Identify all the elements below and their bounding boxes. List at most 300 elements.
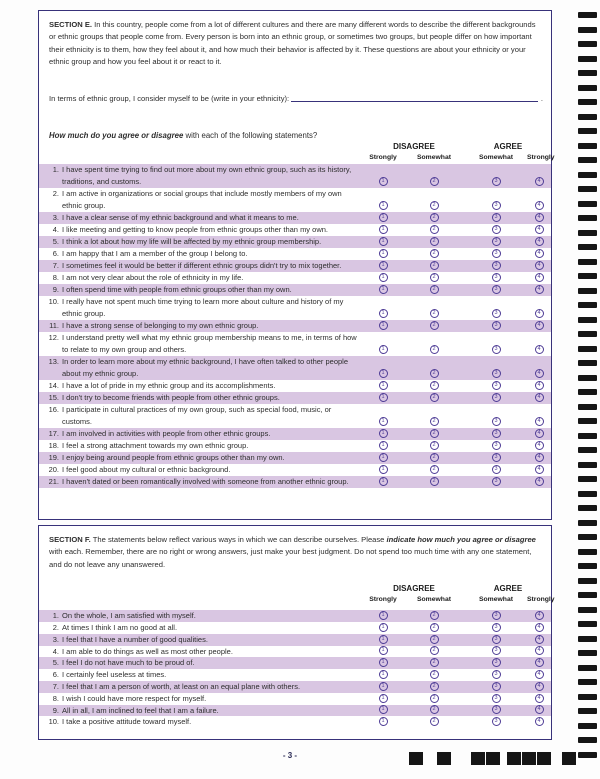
response-option-3[interactable]: 3 — [492, 453, 501, 462]
response-option-3[interactable]: 3 — [492, 261, 501, 270]
response-option-4[interactable]: 4 — [535, 381, 544, 390]
option-cell-3 — [465, 392, 527, 404]
response-option-3[interactable]: 3 — [492, 623, 501, 632]
item-text: At times I think I am no good at all. — [62, 623, 178, 633]
survey-item-row — [39, 622, 551, 634]
response-option-3[interactable]: 3 — [492, 393, 501, 402]
response-option-4[interactable]: 4 — [535, 309, 544, 318]
response-option-2[interactable]: 2 — [430, 417, 439, 426]
response-option-4[interactable]: 4 — [535, 177, 544, 186]
option-cell-1 — [363, 380, 403, 392]
response-option-1[interactable]: 1 — [379, 441, 388, 450]
response-option-1[interactable]: 1 — [379, 369, 388, 378]
response-option-3[interactable]: 3 — [492, 477, 501, 486]
option-cell-3 — [465, 380, 527, 392]
response-option-4[interactable]: 4 — [535, 611, 544, 620]
timing-mark — [578, 172, 597, 178]
section-e-items — [39, 164, 551, 488]
response-option-3[interactable]: 3 — [492, 658, 501, 667]
response-option-4[interactable]: 4 — [535, 321, 544, 330]
response-option-3[interactable]: 3 — [492, 273, 501, 282]
item-statement — [39, 296, 363, 320]
response-option-4[interactable]: 4 — [535, 658, 544, 667]
response-option-2[interactable]: 2 — [430, 381, 439, 390]
timing-mark — [578, 360, 597, 366]
response-option-3[interactable]: 3 — [492, 611, 501, 620]
item-text: I understand pretty well what my ethnic group membership means to me, in terms of how to relate to my own group and others. — [62, 332, 357, 354]
response-option-4[interactable]: 4 — [535, 453, 544, 462]
response-option-4[interactable]: 4 — [535, 213, 544, 222]
option-cell-3 — [465, 610, 527, 622]
response-option-2[interactable]: 2 — [430, 682, 439, 691]
survey-item-row — [39, 452, 551, 464]
response-option-4[interactable]: 4 — [535, 249, 544, 258]
item-statement — [39, 476, 363, 488]
survey-item-row — [39, 428, 551, 440]
response-option-2[interactable]: 2 — [430, 611, 439, 620]
item-text: I take a positive attitude toward myself. — [62, 717, 192, 727]
option-cell-3 — [465, 646, 527, 658]
response-option-1[interactable]: 1 — [379, 273, 388, 282]
option-cell-1 — [363, 392, 403, 404]
item-number: 3. — [52, 212, 59, 222]
option-cell-4 — [527, 452, 551, 464]
item-statement — [39, 657, 363, 669]
timing-mark — [578, 752, 597, 758]
response-option-1[interactable]: 1 — [379, 694, 388, 703]
response-option-2[interactable]: 2 — [430, 623, 439, 632]
response-option-3[interactable]: 3 — [492, 225, 501, 234]
timing-mark — [578, 389, 597, 395]
timing-mark — [578, 302, 597, 308]
option-cell-2 — [403, 212, 465, 224]
timing-mark — [578, 230, 597, 236]
option-cell-2 — [403, 646, 465, 658]
response-option-2[interactable]: 2 — [430, 393, 439, 402]
item-number: 10. — [48, 717, 59, 727]
option-cell-2 — [403, 284, 465, 296]
response-option-4[interactable]: 4 — [535, 477, 544, 486]
option-cell-1 — [363, 452, 403, 464]
item-text: I participate in cultural practices of my own group, such as special food, music, or customs. — [62, 404, 332, 426]
item-number: 2. — [52, 623, 59, 633]
response-option-1[interactable]: 1 — [379, 237, 388, 246]
response-option-4[interactable]: 4 — [535, 623, 544, 632]
section-f-intro-text-2: with each. Remember, there are no right or wrong answers, just make your best judgment. Do not spend too much time with any one statement, and do not leave any unanswered. — [49, 547, 532, 569]
response-option-2[interactable]: 2 — [430, 465, 439, 474]
item-text: I certainly feel useless at times. — [62, 670, 167, 680]
ethnicity-write-in-line[interactable] — [291, 93, 538, 102]
section-f-items — [39, 610, 551, 728]
response-option-2[interactable]: 2 — [430, 321, 439, 330]
item-text: I sometimes feel it would be better if different ethnic groups didn't try to mix together. — [62, 260, 342, 270]
section-f-intro — [49, 534, 541, 571]
response-option-1[interactable]: 1 — [379, 705, 388, 714]
option-cell-3 — [465, 634, 527, 646]
item-number: 17. — [48, 428, 59, 438]
response-option-1[interactable]: 1 — [379, 345, 388, 354]
response-option-1[interactable]: 1 — [379, 646, 388, 655]
item-statement — [39, 320, 363, 332]
item-statement — [39, 248, 363, 260]
option-cell-4 — [527, 320, 551, 332]
response-option-2[interactable]: 2 — [430, 670, 439, 679]
item-text: I have a strong sense of belonging to my own ethnic group. — [62, 320, 259, 330]
response-option-4[interactable]: 4 — [535, 717, 544, 726]
option-cell-3 — [465, 236, 527, 248]
response-option-2[interactable]: 2 — [430, 453, 439, 462]
option-cell-1 — [363, 224, 403, 236]
survey-item-row — [39, 320, 551, 332]
option-cell-1 — [363, 212, 403, 224]
item-number: 7. — [52, 260, 59, 270]
response-option-4[interactable]: 4 — [535, 682, 544, 691]
response-option-4[interactable]: 4 — [535, 201, 544, 210]
item-statement — [39, 622, 363, 634]
option-cell-1 — [363, 188, 403, 212]
survey-item-row — [39, 272, 551, 284]
survey-item-row — [39, 212, 551, 224]
response-option-4[interactable]: 4 — [535, 237, 544, 246]
item-number: 16. — [48, 404, 59, 414]
option-cell-2 — [403, 428, 465, 440]
response-option-3[interactable]: 3 — [492, 465, 501, 474]
response-option-4[interactable]: 4 — [535, 441, 544, 450]
response-option-4[interactable]: 4 — [535, 465, 544, 474]
response-option-4[interactable]: 4 — [535, 345, 544, 354]
option-cell-1 — [363, 332, 403, 356]
timing-mark — [578, 12, 597, 18]
section-e-title: SECTION E. — [49, 20, 93, 29]
timing-mark — [578, 375, 597, 381]
timing-mark — [578, 99, 597, 105]
timing-mark — [578, 288, 597, 294]
option-cell-4 — [527, 705, 551, 717]
response-option-3[interactable]: 3 — [492, 237, 501, 246]
option-cell-2 — [403, 452, 465, 464]
scale-group-header-f — [39, 584, 551, 594]
option-cell-3 — [465, 212, 527, 224]
response-option-2[interactable]: 2 — [430, 477, 439, 486]
item-number: 6. — [52, 670, 59, 680]
timing-mark — [578, 549, 597, 555]
option-cell-3 — [465, 428, 527, 440]
response-option-2[interactable]: 2 — [430, 646, 439, 655]
response-option-2[interactable]: 2 — [430, 635, 439, 644]
option-cell-4 — [527, 260, 551, 272]
response-option-2[interactable]: 2 — [430, 658, 439, 667]
response-option-3[interactable]: 3 — [492, 670, 501, 679]
response-option-2[interactable]: 2 — [430, 177, 439, 186]
option-cell-2 — [403, 657, 465, 669]
response-option-4[interactable]: 4 — [535, 705, 544, 714]
response-option-1[interactable]: 1 — [379, 249, 388, 258]
option-cell-3 — [465, 452, 527, 464]
survey-item-row — [39, 646, 551, 658]
item-statement — [39, 392, 363, 404]
response-option-4[interactable]: 4 — [535, 646, 544, 655]
item-text: I feel I do not have much to be proud of. — [62, 658, 195, 668]
item-statement — [39, 452, 363, 464]
option-cell-1 — [363, 404, 403, 428]
option-cell-4 — [527, 224, 551, 236]
item-text: I often spend time with people from ethnic groups other than my own. — [62, 284, 292, 294]
response-option-3[interactable]: 3 — [492, 345, 501, 354]
option-cell-2 — [403, 622, 465, 634]
response-option-1[interactable]: 1 — [379, 417, 388, 426]
timing-mark — [578, 418, 597, 424]
response-option-1[interactable]: 1 — [379, 309, 388, 318]
response-option-4[interactable]: 4 — [535, 670, 544, 679]
response-option-1[interactable]: 1 — [379, 635, 388, 644]
item-statement — [39, 428, 363, 440]
response-option-4[interactable]: 4 — [535, 393, 544, 402]
option-cell-4 — [527, 428, 551, 440]
timing-mark — [578, 520, 597, 526]
response-option-1[interactable]: 1 — [379, 682, 388, 691]
response-option-3[interactable]: 3 — [492, 249, 501, 258]
response-option-2[interactable]: 2 — [430, 705, 439, 714]
write-in-trailing-period: . — [540, 93, 543, 103]
option-cell-2 — [403, 164, 465, 188]
scale-column-header-e — [39, 152, 555, 163]
survey-item-row — [39, 669, 551, 681]
response-option-2[interactable]: 2 — [430, 285, 439, 294]
survey-item-row — [39, 188, 551, 212]
response-option-3[interactable]: 3 — [492, 321, 501, 330]
response-option-2[interactable]: 2 — [430, 717, 439, 726]
survey-item-row — [39, 404, 551, 428]
item-statement — [39, 356, 363, 380]
timing-mark — [578, 708, 597, 714]
response-option-4[interactable]: 4 — [535, 273, 544, 282]
timing-mark — [578, 447, 597, 453]
survey-item-row — [39, 716, 551, 728]
response-option-1[interactable]: 1 — [379, 658, 388, 667]
response-option-3[interactable]: 3 — [492, 309, 501, 318]
option-cell-2 — [403, 332, 465, 356]
response-option-4[interactable]: 4 — [535, 261, 544, 270]
option-cell-3 — [465, 669, 527, 681]
survey-item-row — [39, 476, 551, 488]
response-option-1[interactable]: 1 — [379, 177, 388, 186]
survey-item-row — [39, 164, 551, 188]
registration-mark — [562, 752, 576, 765]
response-option-2[interactable]: 2 — [430, 441, 439, 450]
response-option-3[interactable]: 3 — [492, 441, 501, 450]
survey-item-row — [39, 236, 551, 248]
item-statement — [39, 705, 363, 717]
response-option-2[interactable]: 2 — [430, 249, 439, 258]
option-cell-1 — [363, 320, 403, 332]
timing-mark — [578, 723, 597, 729]
survey-item-row — [39, 681, 551, 693]
timing-mark — [578, 85, 597, 91]
response-option-4[interactable]: 4 — [535, 369, 544, 378]
response-option-2[interactable]: 2 — [430, 273, 439, 282]
timing-mark — [578, 476, 597, 482]
response-option-1[interactable]: 1 — [379, 477, 388, 486]
item-statement — [39, 236, 363, 248]
registration-mark — [471, 752, 485, 765]
item-number: 4. — [52, 646, 59, 656]
item-number: 18. — [48, 440, 59, 450]
option-cell-4 — [527, 693, 551, 705]
timing-mark — [578, 317, 597, 323]
option-cell-1 — [363, 669, 403, 681]
response-option-1[interactable]: 1 — [379, 201, 388, 210]
response-option-2[interactable]: 2 — [430, 345, 439, 354]
item-number: 13. — [48, 356, 59, 366]
response-option-1[interactable]: 1 — [379, 321, 388, 330]
response-option-3[interactable]: 3 — [492, 285, 501, 294]
item-statement — [39, 404, 363, 428]
response-option-2[interactable]: 2 — [430, 694, 439, 703]
section-f-intro-text-1: The statements below reflect various ways in which we can describe ourselves. Please — [90, 535, 387, 544]
item-text: I have a clear sense of my ethnic background and what it means to me. — [62, 212, 299, 222]
option-cell-2 — [403, 440, 465, 452]
item-number: 9. — [52, 705, 59, 715]
option-cell-1 — [363, 634, 403, 646]
item-statement — [39, 272, 363, 284]
response-option-1[interactable]: 1 — [379, 393, 388, 402]
option-cell-4 — [527, 392, 551, 404]
registration-mark — [486, 752, 500, 765]
response-option-3[interactable]: 3 — [492, 369, 501, 378]
option-cell-4 — [527, 212, 551, 224]
section-e-panel — [38, 10, 555, 520]
response-option-3[interactable]: 3 — [492, 717, 501, 726]
response-option-1[interactable]: 1 — [379, 611, 388, 620]
item-text: I think a lot about how my life will be affected by my ethnic group membership. — [62, 236, 322, 246]
timing-mark — [578, 244, 597, 250]
response-option-3[interactable]: 3 — [492, 705, 501, 714]
response-option-1[interactable]: 1 — [379, 225, 388, 234]
option-cell-3 — [465, 404, 527, 428]
response-option-2[interactable]: 2 — [430, 237, 439, 246]
timing-mark — [578, 737, 597, 743]
response-option-1[interactable]: 1 — [379, 623, 388, 632]
response-option-3[interactable]: 3 — [492, 201, 501, 210]
response-option-3[interactable]: 3 — [492, 635, 501, 644]
option-cell-3 — [465, 248, 527, 260]
response-option-3[interactable]: 3 — [492, 381, 501, 390]
response-option-2[interactable]: 2 — [430, 213, 439, 222]
response-option-3[interactable]: 3 — [492, 213, 501, 222]
timing-mark — [578, 331, 597, 337]
response-option-1[interactable]: 1 — [379, 213, 388, 222]
option-cell-3 — [465, 272, 527, 284]
response-option-4[interactable]: 4 — [535, 285, 544, 294]
item-text: I feel a strong attachment towards my own ethnic group. — [62, 440, 249, 450]
response-option-3[interactable]: 3 — [492, 646, 501, 655]
item-statement — [39, 634, 363, 646]
survey-item-row — [39, 464, 551, 476]
item-number: 14. — [48, 380, 59, 390]
option-cell-3 — [465, 693, 527, 705]
response-option-4[interactable]: 4 — [535, 429, 544, 438]
item-number: 15. — [48, 392, 59, 402]
item-text: All in all, I am inclined to feel that I am a failure. — [62, 705, 219, 715]
option-cell-2 — [403, 634, 465, 646]
response-option-1[interactable]: 1 — [379, 285, 388, 294]
item-text: On the whole, I am satisfied with myself. — [62, 611, 196, 621]
response-option-2[interactable]: 2 — [430, 261, 439, 270]
item-statement — [39, 260, 363, 272]
response-option-3[interactable]: 3 — [492, 694, 501, 703]
response-option-3[interactable]: 3 — [492, 417, 501, 426]
response-option-4[interactable]: 4 — [535, 225, 544, 234]
response-option-3[interactable]: 3 — [492, 429, 501, 438]
option-cell-4 — [527, 610, 551, 622]
survey-item-row — [39, 440, 551, 452]
option-cell-3 — [465, 716, 527, 728]
option-cell-3 — [465, 320, 527, 332]
response-option-2[interactable]: 2 — [430, 201, 439, 210]
response-option-1[interactable]: 1 — [379, 429, 388, 438]
response-option-1[interactable]: 1 — [379, 453, 388, 462]
option-cell-3 — [465, 260, 527, 272]
response-option-2[interactable]: 2 — [430, 429, 439, 438]
option-cell-1 — [363, 248, 403, 260]
response-option-1[interactable]: 1 — [379, 670, 388, 679]
ethnicity-write-in-label: In terms of ethnic group, I consider myself to be (write in your ethnicity): — [49, 93, 290, 103]
survey-item-row — [39, 296, 551, 320]
timing-mark — [578, 186, 597, 192]
response-option-3[interactable]: 3 — [492, 177, 501, 186]
item-statement — [39, 693, 363, 705]
item-number: 10. — [48, 296, 59, 306]
item-statement — [39, 610, 363, 622]
option-cell-1 — [363, 440, 403, 452]
option-cell-2 — [403, 260, 465, 272]
option-cell-4 — [527, 681, 551, 693]
option-cell-2 — [403, 392, 465, 404]
item-statement — [39, 464, 363, 476]
item-number: 8. — [52, 272, 59, 282]
response-option-2[interactable]: 2 — [430, 309, 439, 318]
timing-mark — [578, 563, 597, 569]
timing-mark — [578, 636, 597, 642]
timing-mark — [578, 346, 597, 352]
response-option-2[interactable]: 2 — [430, 225, 439, 234]
response-option-1[interactable]: 1 — [379, 465, 388, 474]
survey-item-row — [39, 705, 551, 717]
response-option-4[interactable]: 4 — [535, 417, 544, 426]
survey-item-row — [39, 332, 551, 356]
response-option-1[interactable]: 1 — [379, 717, 388, 726]
survey-item-row — [39, 356, 551, 380]
option-cell-2 — [403, 224, 465, 236]
option-cell-3 — [465, 188, 527, 212]
section-f-panel — [38, 525, 555, 740]
timing-mark — [578, 534, 597, 540]
response-option-1[interactable]: 1 — [379, 381, 388, 390]
item-statement — [39, 284, 363, 296]
response-option-1[interactable]: 1 — [379, 261, 388, 270]
timing-mark — [578, 201, 597, 207]
agree-group-label: AGREE — [493, 141, 523, 151]
item-text: I like meeting and getting to know people from ethnic groups other than my own. — [62, 224, 328, 234]
response-option-2[interactable]: 2 — [430, 369, 439, 378]
response-option-4[interactable]: 4 — [535, 635, 544, 644]
item-statement — [39, 188, 363, 212]
option-cell-4 — [527, 716, 551, 728]
response-option-3[interactable]: 3 — [492, 682, 501, 691]
timing-mark — [578, 491, 597, 497]
option-cell-3 — [465, 332, 527, 356]
response-option-4[interactable]: 4 — [535, 694, 544, 703]
